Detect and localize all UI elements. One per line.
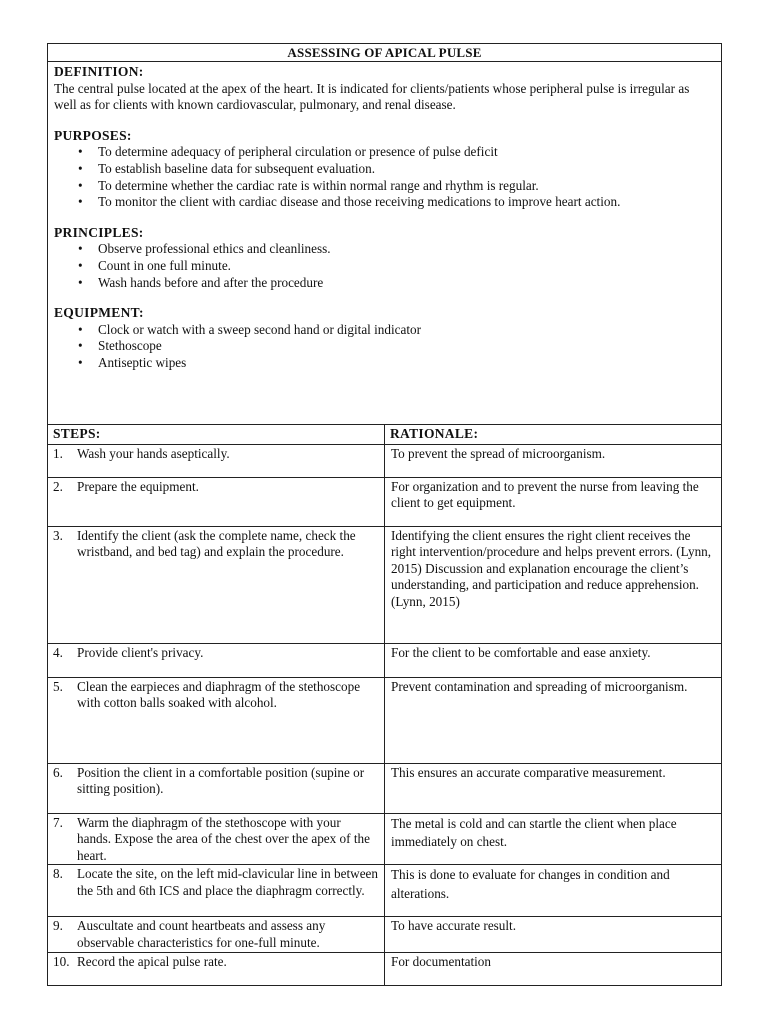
- table-row: [48, 444, 722, 477]
- purposes-list: [54, 144, 715, 210]
- rationale-text: To prevent the spread of microorganism.: [385, 444, 722, 477]
- bullet-icon: •: [78, 338, 83, 354]
- step-text: Wash your hands aseptically.: [77, 445, 230, 461]
- bullet-icon: •: [78, 241, 83, 257]
- list-item: • Clock or watch with a sweep second hand or digital indicator: [78, 321, 422, 337]
- step-number: 3.: [53, 527, 63, 543]
- step-text: Clean the earpieces and diaphragm of the stethoscope with cotton balls soaked with alcohol.: [77, 678, 361, 711]
- step-number: 2.: [53, 478, 63, 494]
- bullet-icon: •: [78, 354, 83, 370]
- document-title: ASSESSING OF APICAL PULSE: [48, 44, 722, 62]
- definition-heading: DEFINITION:: [54, 64, 144, 79]
- rationale-text: Identifying the client ensures the right client receives the right intervention/procedure and helps prevent errors. (Lynn, 2015) Discussion and explanation encourage the client’s understanding, and participation and reduce apprehension. (Lynn, 2015): [385, 526, 722, 643]
- bullet-icon: •: [78, 144, 83, 160]
- rationale-text: This ensures an accurate comparative measurement.: [385, 763, 722, 813]
- rationale-header: RATIONALE:: [385, 425, 722, 445]
- step-number: 8.: [53, 866, 63, 882]
- list-item: • To determine adequacy of peripheral circulation or presence of pulse deficit: [78, 144, 498, 160]
- info-section: [48, 62, 722, 425]
- bullet-icon: •: [78, 257, 83, 273]
- bullet-icon: •: [78, 160, 83, 176]
- table-row: [48, 917, 722, 952]
- rationale-text: Prevent contamination and spreading of microorganism.: [385, 677, 722, 763]
- step-text: Locate the site, on the left mid-clavicular line in between the 5th and 6th ICS and place the diaphragm correctly.: [77, 866, 378, 898]
- list-item: • To establish baseline data for subsequent evaluation.: [78, 160, 376, 176]
- step-number: 6.: [53, 764, 63, 780]
- step-text: Record the apical pulse rate.: [77, 953, 227, 969]
- steps-header: STEPS:: [48, 425, 385, 445]
- equipment-list: [54, 322, 715, 372]
- list-item: • To monitor the client with cardiac disease and those receiving medications to improve heart action.: [78, 194, 621, 210]
- list-item: • Observe professional ethics and cleanliness.: [78, 241, 331, 257]
- bullet-icon: •: [78, 177, 83, 193]
- step-number: 4.: [53, 644, 63, 660]
- step-text: Warm the diaphragm of the stethoscope with your hands. Expose the area of the chest over the apex of the heart.: [77, 814, 370, 863]
- bullet-icon: •: [78, 321, 83, 337]
- definition-text: The central pulse located at the apex of the heart. It is indicated for clients/patients whose peripheral pulse is irregular as well as for clients with known cardiovascular, pulmonary, and renal disease.: [54, 80, 690, 113]
- principles-heading: PRINCIPLES:: [54, 224, 144, 240]
- step-number: 1.: [53, 445, 63, 461]
- step-text: Identify the client (ask the complete name, check the wristband, and bed tag) and explain the procedure.: [77, 527, 356, 560]
- principles-list: [54, 241, 715, 291]
- table-row: [48, 865, 722, 917]
- step-text: Auscultate and count heartbeats and assess any observable characteristics for one-full minute.: [77, 918, 326, 950]
- bullet-icon: •: [78, 194, 83, 210]
- step-number: 5.: [53, 678, 63, 694]
- rationale-text: For organization and to prevent the nurse from leaving the client to get equipment.: [385, 477, 722, 526]
- table-header-row: [48, 425, 722, 445]
- step-number: 10.: [53, 953, 70, 969]
- rationale-text: For the client to be comfortable and ease anxiety.: [385, 643, 722, 677]
- step-text: Position the client in a comfortable position (supine or sitting position).: [77, 764, 365, 797]
- rationale-text: For documentation: [385, 952, 722, 985]
- table-row: [48, 643, 722, 677]
- step-number: 7.: [53, 814, 63, 830]
- list-item: • Stethoscope: [78, 338, 162, 354]
- step-number: 9.: [53, 918, 63, 934]
- step-text: Prepare the equipment.: [77, 478, 199, 494]
- purposes-heading: PURPOSES:: [54, 127, 132, 143]
- list-item: • Wash hands before and after the procedure: [78, 274, 324, 290]
- rationale-text: To have accurate result.: [385, 917, 722, 952]
- rationale-text: This is done to evaluate for changes in condition and alterations.: [385, 865, 722, 917]
- list-item: • To determine whether the cardiac rate is within normal range and rhythm is regular.: [78, 177, 539, 193]
- equipment-heading: EQUIPMENT:: [54, 305, 144, 321]
- list-item: • Antiseptic wipes: [78, 354, 187, 370]
- bullet-icon: •: [78, 274, 83, 290]
- table-row: [48, 526, 722, 643]
- table-row: [48, 677, 722, 763]
- table-row: [48, 952, 722, 985]
- step-text: Provide client's privacy.: [77, 644, 204, 660]
- list-item: • Count in one full minute.: [78, 257, 231, 273]
- rationale-text: The metal is cold and can startle the client when place immediately on chest.: [385, 813, 722, 865]
- procedure-document: [47, 43, 721, 986]
- table-row: [48, 813, 722, 865]
- table-row: [48, 477, 722, 526]
- table-row: [48, 763, 722, 813]
- procedure-table: [47, 43, 722, 986]
